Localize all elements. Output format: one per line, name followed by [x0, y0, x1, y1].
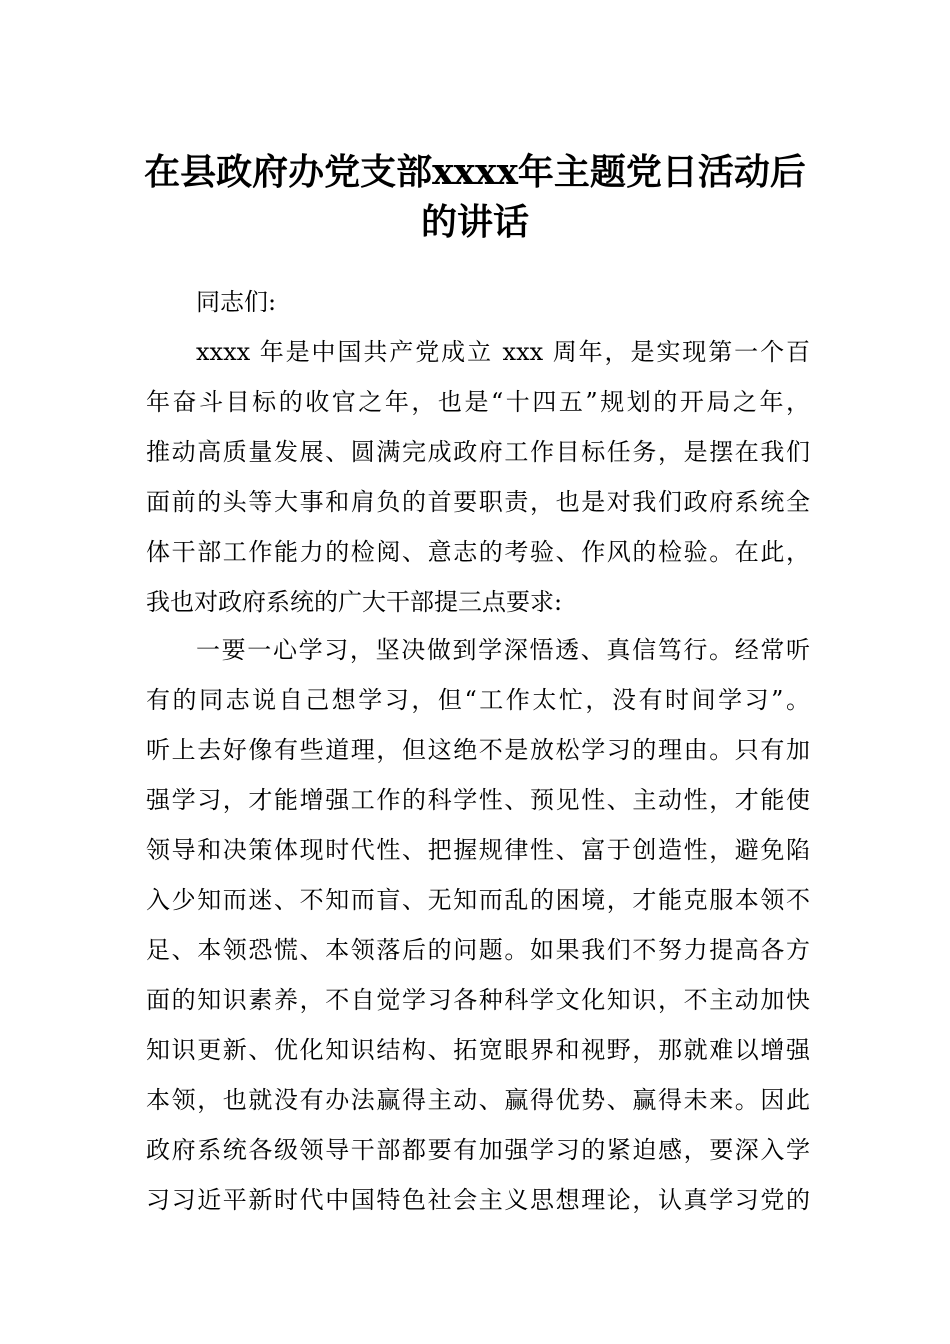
- body-line: 面的知识素养，不自觉学习各种科学文化知识，不主动加快: [146, 986, 810, 1014]
- body-line: 推动高质量发展、圆满完成政府工作目标任务，是摆在我们: [146, 438, 810, 466]
- body-line: 政府系统各级领导干部都要有加强学习的紧迫感，要深入学: [146, 1136, 810, 1164]
- body-line: 听上去好像有些道理，但这绝不是放松学习的理由。只有加: [146, 736, 810, 764]
- body-line: 年奋斗目标的收官之年，也是“十四五”规划的开局之年，: [146, 388, 810, 416]
- document-title-line-1: 在县政府办党支部xxxx年主题党日活动后: [144, 151, 806, 193]
- body-line: 本领，也就没有办法赢得主动、赢得优势、赢得未来。因此: [146, 1086, 810, 1114]
- body-line: 面前的头等大事和肩负的首要职责，也是对我们政府系统全: [146, 488, 810, 516]
- body-line: xxxx 年是中国共产党成立 xxx 周年，是实现第一个百: [196, 338, 810, 366]
- body-line: 习习近平新时代中国特色社会主义思想理论，认真学习党的: [146, 1186, 810, 1214]
- body-line: 入少知而迷、不知而盲、无知而乱的困境，才能克服本领不: [146, 886, 810, 914]
- body-line: 有的同志说自己想学习，但“工作太忙，没有时间学习”。: [146, 686, 810, 714]
- body-line: 足、本领恐慌、本领落后的问题。如果我们不努力提高各方: [146, 936, 810, 964]
- body-line: 强学习，才能增强工作的科学性、预见性、主动性，才能使: [146, 786, 810, 814]
- body-line: 知识更新、优化知识结构、拓宽眼界和视野，那就难以增强: [146, 1036, 810, 1064]
- body-line: 领导和决策体现时代性、把握规律性、富于创造性，避免陷: [146, 836, 810, 864]
- body-line: 一要一心学习，坚决做到学深悟透、真信笃行。经常听: [196, 636, 810, 664]
- body-line: 我也对政府系统的广大干部提三点要求:: [146, 588, 563, 616]
- document-title-line-2: 的讲话: [420, 201, 529, 243]
- salutation: 同志们:: [196, 288, 277, 316]
- body-line: 体干部工作能力的检阅、意志的考验、作风的检验。在此，: [146, 538, 810, 566]
